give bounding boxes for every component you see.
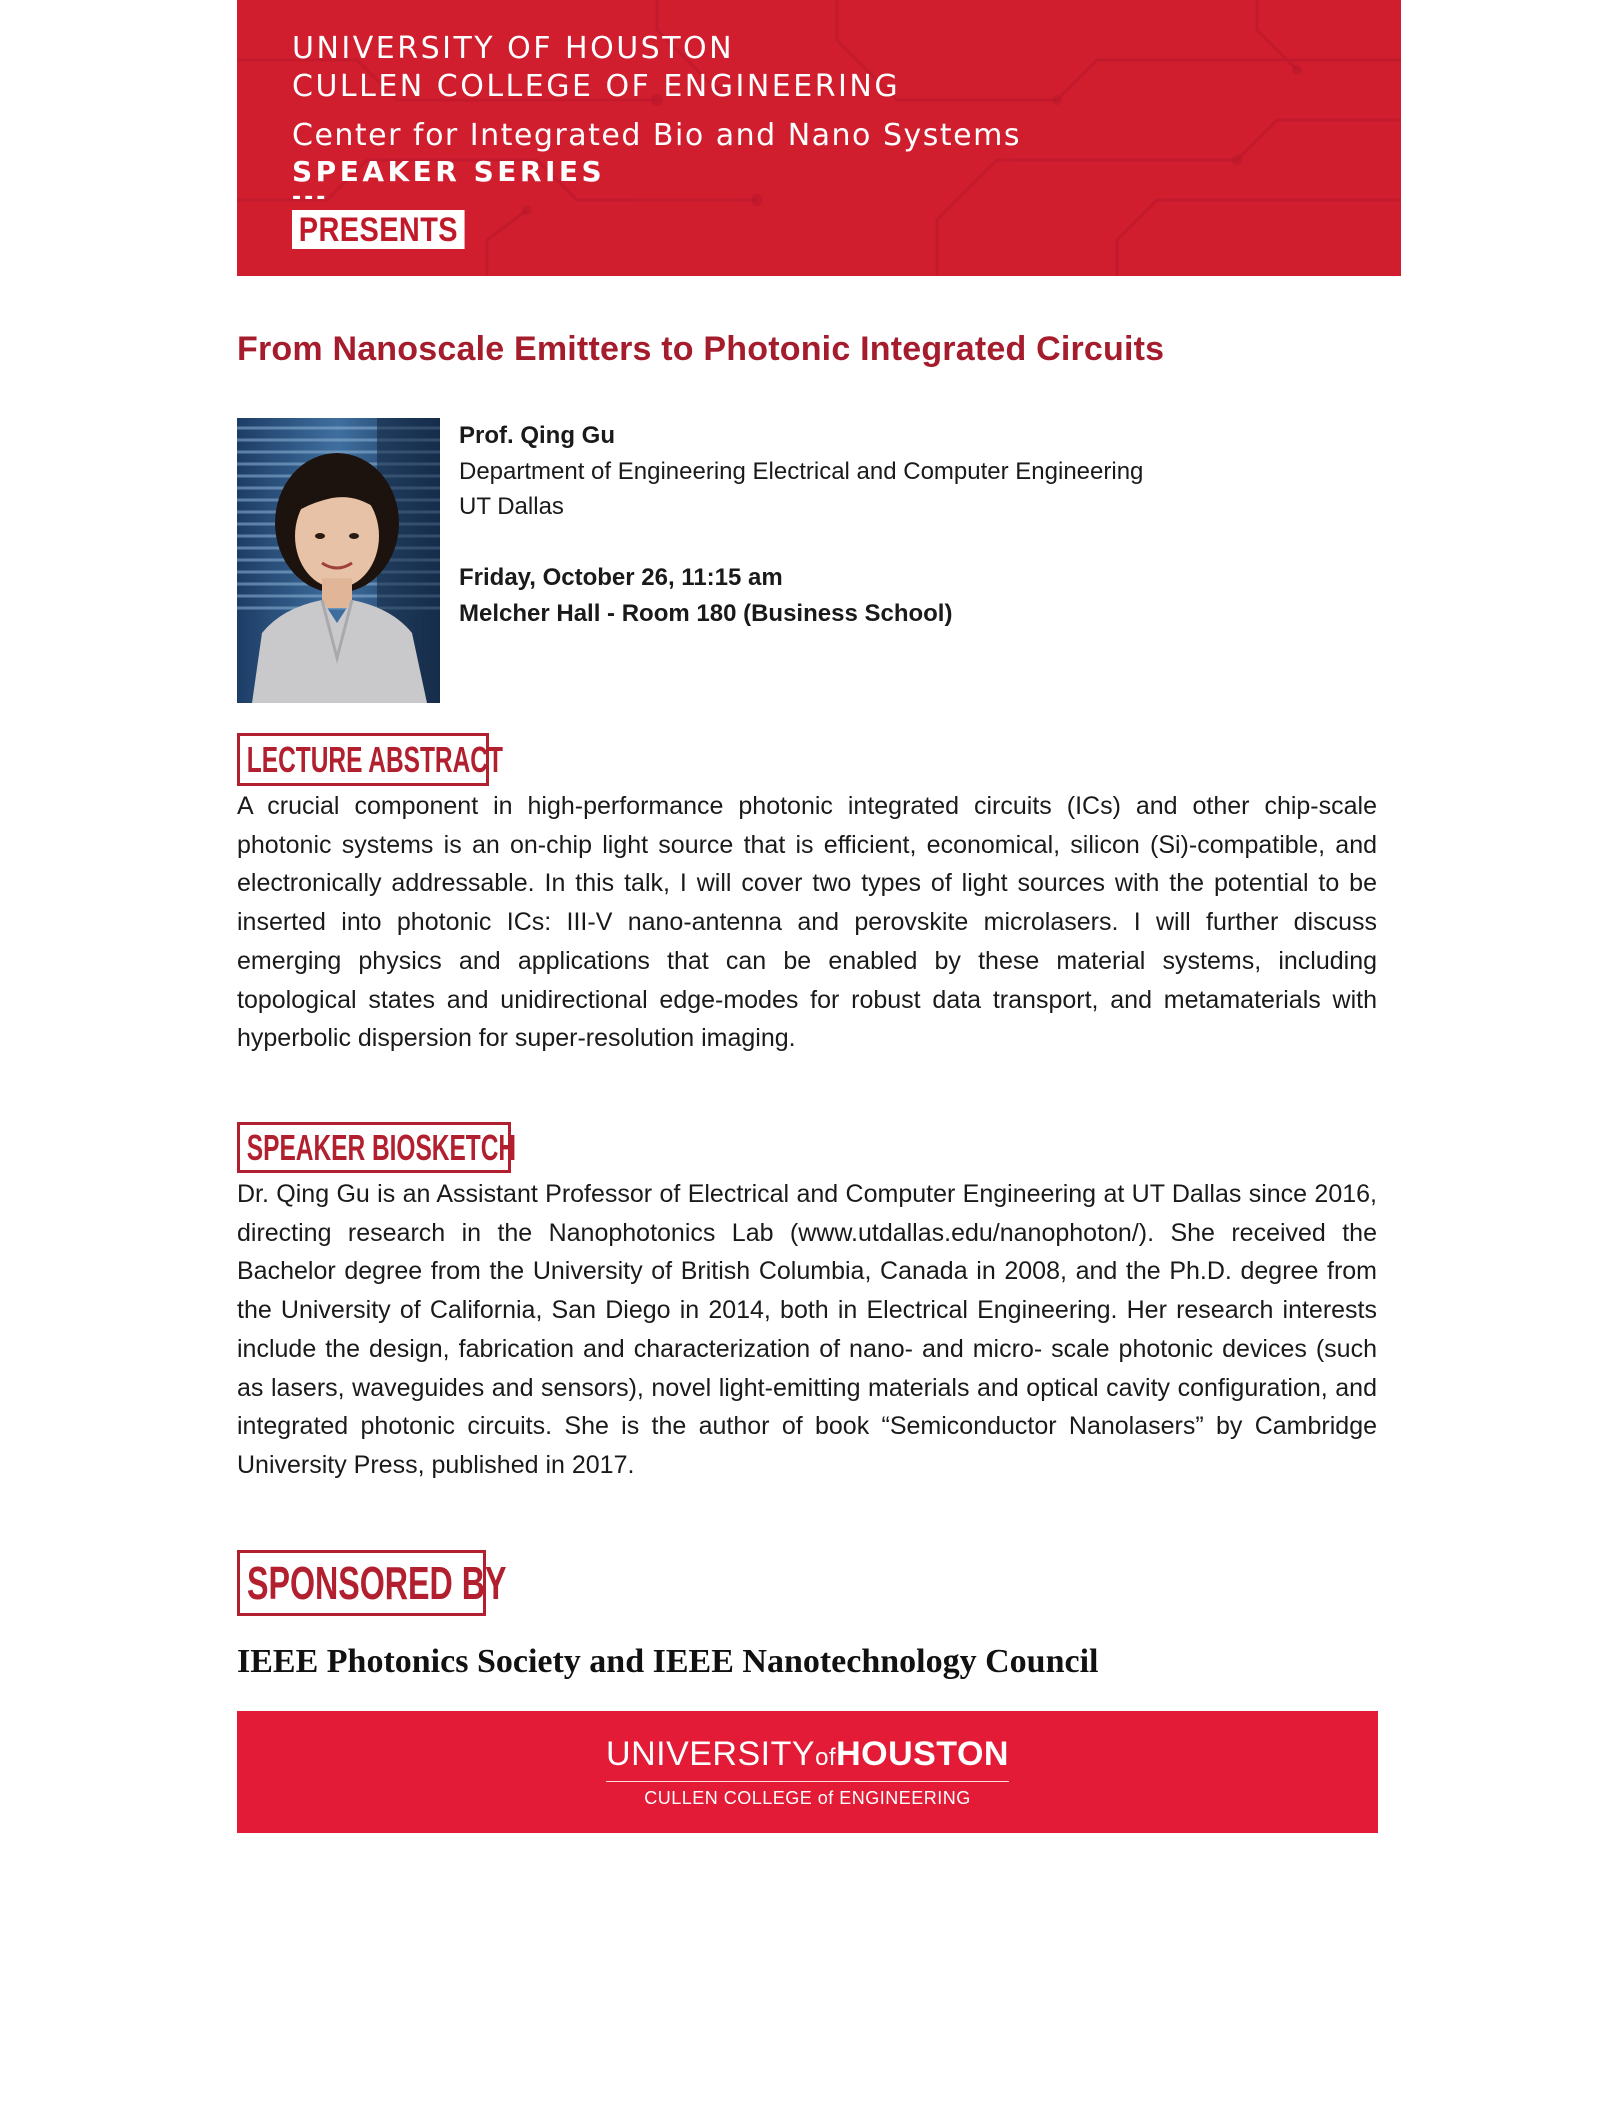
series-name: SPEAKER SERIES <box>292 155 606 188</box>
banner-dashes: --- <box>292 185 329 210</box>
speaker-department: Department of Engineering Electrical and Computer Engineering <box>459 457 1144 485</box>
biosketch-heading-text: SPEAKER BIOSKETCH <box>246 1127 517 1168</box>
sponsor-names: IEEE Photonics Society and IEEE Nanotechnology Council <box>237 1643 1099 1680</box>
center-name: Center for Integrated Bio and Nano Systems <box>292 118 1021 153</box>
abstract-paragraph: A crucial component in high-performance photonic integrated circuits (ICs) and other chip-scale photonic systems is an on-chip light source that is efficient, economical, silicon (Si)-compatible, and electronically addressable. In this talk, I will cover two types of light sources with the potential to be inserted into photonic ICs: III-V nano-antenna and perovskite microlasers. I will further discuss emerging physics and applications that can be enabled by these material systems, including topological states and unidirectional edge-modes for robust data transport, and metamaterials with hyperbolic dispersion for super-resolution imaging. <box>237 792 1377 1053</box>
banner-text-block <box>292 30 1021 249</box>
presents-badge: PRESENTS <box>292 210 465 249</box>
logo-college: CULLEN COLLEGE of ENGINEERING <box>644 1788 971 1808</box>
uh-logo-wordmark <box>606 1735 1009 1782</box>
event-datetime: Friday, October 26, 11:15 am <box>459 564 783 591</box>
sponsor-heading-text: SPONSORED BY <box>247 1557 507 1609</box>
speaker-info <box>459 418 1143 631</box>
logo-houston: HOUSTON <box>836 1735 1009 1773</box>
logo-of: of <box>815 1744 837 1771</box>
abstract-heading-text: LECTURE ABSTRACT <box>246 739 503 780</box>
college-name: CULLEN COLLEGE OF ENGINEERING <box>292 69 901 104</box>
talk-title: From Nanoscale Emitters to Photonic Integrated Circuits <box>237 330 1165 368</box>
biosketch-heading <box>237 1122 517 1173</box>
footer-banner <box>237 1711 1378 1833</box>
logo-university: UNIVERSITY <box>606 1735 816 1773</box>
abstract-heading <box>237 733 503 786</box>
uh-logo <box>237 1735 1378 1809</box>
speaker-institution: UT Dallas <box>459 493 564 520</box>
biosketch-paragraph: Dr. Qing Gu is an Assistant Professor of Electrical and Computer Engineering at UT Dallas since 2016, directing research in the Nanophotonics Lab (www.utdallas.edu/nanophoton/). She received the Bachelor degree from the University of British Columbia, Canada in 2008, and the Ph.D. degree from the University of California, San Diego in 2014, both in Electrical Engineering. Her research interests include the design, fabrication and characterization of nano- and micro- scale photonic devices (such as lasers, waveguides and sensors), novel light-emitting materials and optical cavity configuration, and integrated photonic circuits. She is the author of book “Semiconductor Nanolasers” by Cambridge University Press, published in 2017. <box>237 1180 1377 1479</box>
spacer <box>459 525 1143 561</box>
event-location: Melcher Hall - Room 180 (Business School) <box>459 599 953 627</box>
speaker-photo <box>237 418 440 703</box>
university-name: UNIVERSITY OF HOUSTON <box>292 31 735 66</box>
speaker-name: Prof. Qing Gu <box>459 422 615 449</box>
sponsor-heading <box>237 1550 507 1616</box>
header-banner <box>237 0 1401 276</box>
